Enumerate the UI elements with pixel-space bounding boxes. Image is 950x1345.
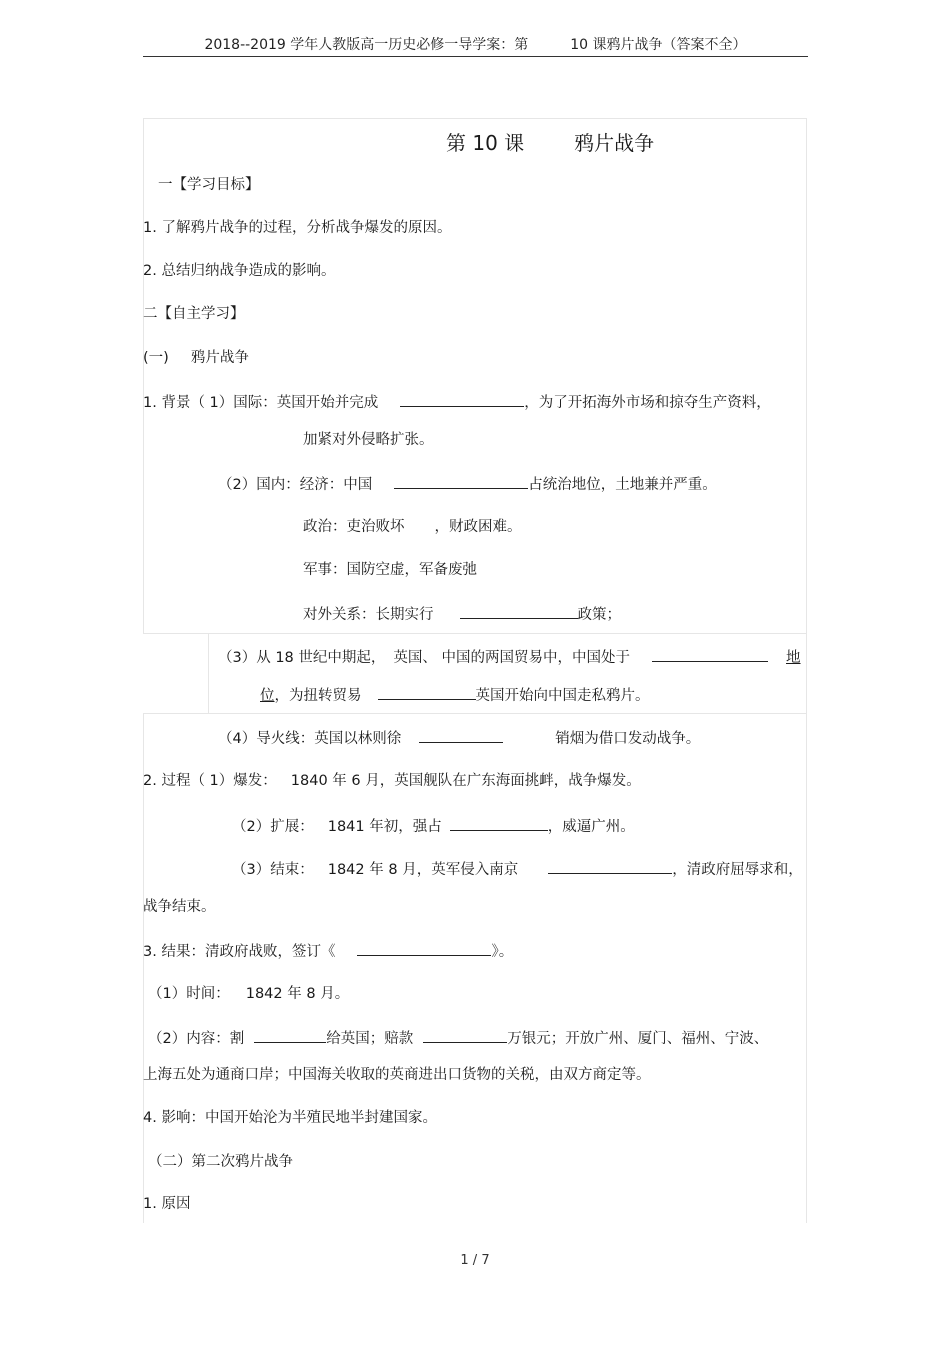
trade-text-c: 地 (786, 650, 801, 666)
goals-heading: 一【学习目标】 (158, 177, 260, 193)
blank-hong-kong[interactable] (450, 816, 548, 831)
time-text-b: 1842 年 8 月。 (245, 986, 350, 1002)
process-text-b: 1840 年 6 月，英国舰队在广东海面挑衅，战争爆发。 (290, 773, 641, 789)
trade-text-d: 位 (260, 688, 275, 704)
frame-top (143, 118, 807, 119)
blank-closed-door-policy[interactable] (460, 604, 578, 619)
content-text-a: （2）内容：割 (148, 1031, 245, 1047)
blank-industrial-revolution[interactable] (400, 392, 524, 407)
fuse-line (218, 728, 700, 749)
trade-text-a: （3）从 18 世纪中期起， (218, 650, 386, 666)
foreign-text-a: 对外关系：长期实行 (303, 607, 434, 623)
page-title (446, 130, 654, 156)
process-text-a: 2. 过程（ 1）爆发： (143, 773, 277, 789)
content-text-c: 万银元；开放广州、厦门、福州、宁波、 (507, 1031, 769, 1047)
page-number: 1 / 7 (460, 1253, 490, 1268)
expand-text-b: 1841 年初，强占 (327, 819, 442, 835)
blank-indemnity[interactable] (423, 1028, 507, 1043)
header-right: 10 课鸦片战争（答案不全） (570, 37, 747, 53)
blank-ceded-territory[interactable] (254, 1028, 326, 1043)
end-line (232, 859, 803, 880)
trade-text-e: ，为扭转贸易 (274, 688, 362, 704)
fuse-text-a: （4）导火线：英国以林则徐 (218, 731, 402, 747)
end-text-d: 战争结束。 (143, 899, 216, 915)
expand-text-a: （2）扩展： (232, 819, 314, 835)
blank-trade-deficit[interactable] (378, 685, 476, 700)
blank-nanjing-river[interactable] (548, 859, 672, 874)
expand-text-c: ，威逼广州。 (547, 819, 635, 835)
goal-2: 2. 总结归纳战争造成的影响。 (143, 263, 336, 279)
dom-text-b: 占统治地位，土地兼并严重。 (528, 477, 717, 493)
running-header (143, 36, 808, 57)
result-line (143, 941, 513, 962)
background-international (143, 392, 771, 413)
fuse-text-b: 销烟为借口发动战争。 (555, 731, 701, 747)
politics-line (303, 517, 522, 537)
end-text-a: （3）结束： (232, 862, 314, 878)
subsection-1-number: (一) (143, 350, 169, 366)
bg-text-b: ，为了开拓海外市场和掠夺生产资料， (524, 395, 771, 411)
cause-line: 1. 原因 (143, 1196, 191, 1212)
trade-text-f: 英国开始向中国走私鸦片。 (475, 688, 650, 704)
trade-text-b: 英国、 中国的两国贸易中，中国处于 (393, 650, 631, 666)
subsection-1 (143, 348, 249, 368)
end-text-b: 1842 年 8 月，英军侵入南京 (327, 862, 519, 878)
politics-text-b: ，财政困难。 (434, 519, 522, 535)
military-line: 军事：国防空虚，军备废弛 (303, 562, 477, 578)
title-lesson: 第 10 课 (446, 131, 525, 155)
frame-mid-2 (143, 713, 807, 714)
bg-text-c: 加紧对外侵略扩张。 (303, 432, 434, 448)
frame-right (806, 118, 807, 1223)
blank-trade-status[interactable] (652, 647, 768, 662)
result-text-a: 3. 结果：清政府战败，签订《 (143, 944, 336, 960)
politics-text-a: 政治：吏治败坏 (303, 519, 405, 535)
subsection-1-name: 鸦片战争 (190, 350, 249, 366)
end-text-c: ，清政府屈辱求和， (672, 862, 803, 878)
foreign-text-b: 政策； (577, 607, 621, 623)
content-text-d: 上海五处为通商口岸；中国海关收取的英商进出口货物的关税，由双方商定等。 (143, 1067, 651, 1083)
background-domestic (218, 474, 717, 495)
blank-humen[interactable] (419, 728, 503, 743)
foreign-relations-line (303, 604, 621, 625)
expansion-line (232, 816, 635, 837)
process-line (143, 771, 641, 791)
subsection-2: （二）第二次鸦片战争 (148, 1154, 293, 1170)
content-line (148, 1028, 768, 1049)
result-text-b: 》。 (491, 944, 514, 960)
blank-economy[interactable] (394, 474, 528, 489)
impact-line: 4. 影响：中国开始沦为半殖民地半封建国家。 (143, 1110, 437, 1126)
frame-inner-left (208, 633, 209, 713)
time-text-a: （1）时间： (148, 986, 230, 1002)
frame-mid-1 (143, 633, 807, 634)
title-name: 鸦片战争 (574, 131, 655, 155)
self-study-heading: 二【自主学习】 (143, 306, 245, 322)
frame-left-upper (143, 118, 144, 633)
dom-text-a: （2）国内：经济：中国 (218, 477, 373, 493)
header-left: 2018--2019 学年人教版高一历史必修一导学案：第 (204, 37, 529, 53)
content-text-b: 给英国；赔款 (326, 1031, 414, 1047)
bg-text-a: 1. 背景（ 1）国际：英国开始并完成 (143, 395, 379, 411)
trade-line-2 (260, 685, 650, 706)
blank-treaty-name[interactable] (357, 941, 491, 956)
goal-1: 1. 了解鸦片战争的过程，分析战争爆发的原因。 (143, 220, 452, 236)
trade-line (218, 647, 801, 668)
time-line (148, 984, 349, 1004)
